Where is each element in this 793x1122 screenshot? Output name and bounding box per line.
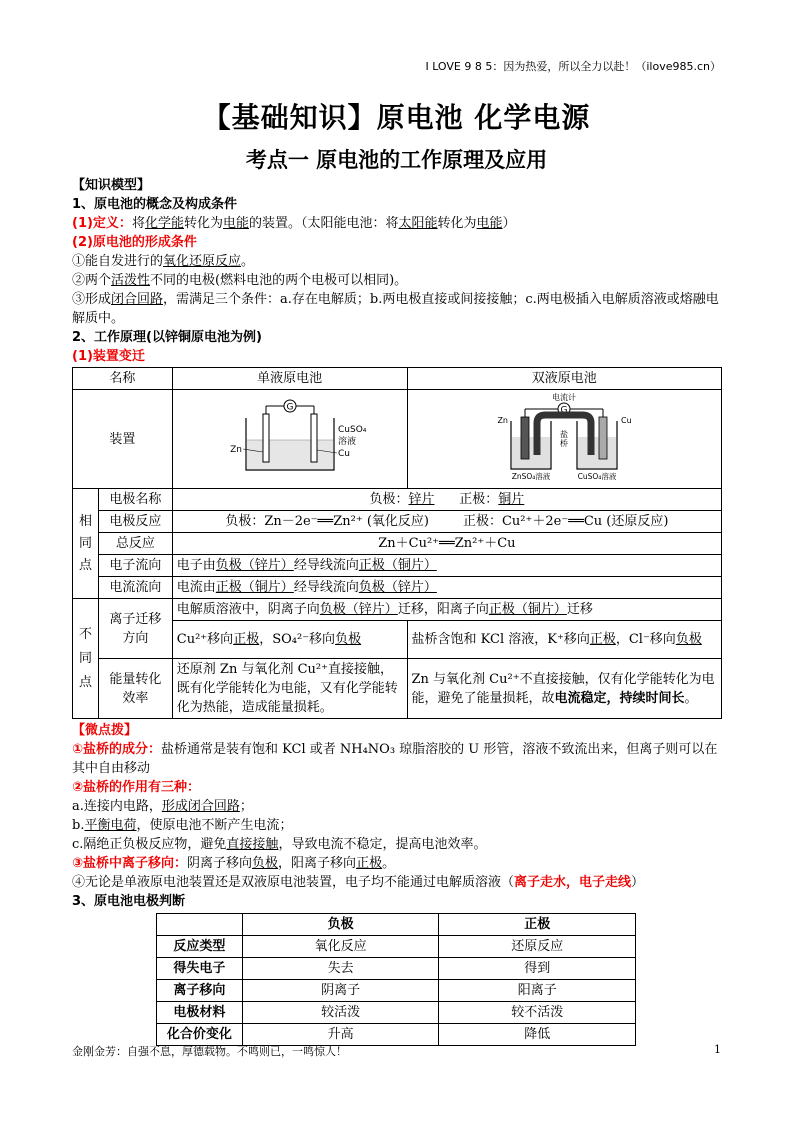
row-electron-flow: 电子流向: [98, 555, 172, 577]
zn-label: Zn: [229, 445, 242, 455]
condition-1: ①能自发进行的氧化还原反应。: [72, 254, 255, 269]
page-subtitle: 考点一 原电池的工作原理及应用: [245, 148, 548, 172]
tip-2: ②盐桥的作用有三种：: [72, 780, 201, 795]
table-row: 化合价变化 升高 降低: [157, 1024, 636, 1046]
val-ion-common: 电解质溶液中，阴离子向负极（锌片）迁移，阳离子向正极（铜片）迁移: [172, 599, 721, 621]
tip-2c: c.隔绝正负极反应物，避免直接接触，导致电流不稳定，提高电池效率。: [72, 837, 487, 852]
footer-motto: 金刚金芳：自强不息，厚德载物。不鸣则已，一鸣惊人！: [72, 1045, 347, 1058]
table-row: 反应类型 氧化反应 还原反应: [157, 936, 636, 958]
electrode-judgement-table: [156, 913, 636, 1046]
main-content: [72, 176, 722, 1046]
tip-1: ①盐桥的成分：盐桥通常是装有饱和 KCl 或者 NH₄NO₃ 琼脂溶胶的 U 形管，溶液不致流出来，但离子则可以在其中自由移动: [72, 742, 718, 776]
val-ion-single: Cu²⁺移向正极，SO₄²⁻移向负极: [172, 621, 407, 659]
same-points-label: 相同点: [73, 489, 99, 599]
bridge-label: 盐桥: [560, 430, 569, 448]
znso4-label: ZnSO₄溶液: [511, 472, 551, 481]
tip-3: ③盐桥中离子移向：阴离子移向负极，阳离子移向正极。: [72, 856, 396, 871]
section-1-heading: 1、原电池的概念及构成条件: [72, 197, 238, 212]
zn-label-2: Zn: [497, 416, 509, 425]
condition-3: ③形成闭合回路，需满足三个条件：a.存在电解质；b.两电极直接或间接接触；c.两电极插入电解质溶液或熔融电解质中。: [72, 292, 719, 326]
val-ion-double: 盐桥含饱和 KCl 溶液，K⁺移向正极，Cl⁻移向负极: [407, 621, 721, 659]
tip-2a: a.连接内电路，形成闭合回路；: [72, 799, 253, 814]
page-title: 【基础知识】原电池 化学电源: [202, 101, 591, 134]
galvanometer-label-2: G: [560, 405, 568, 416]
row-electrode-name: 电极名称: [98, 489, 172, 511]
t2-corner: [157, 914, 243, 936]
double-cell-diagram: [407, 390, 721, 489]
page-header: I LOVE 9 8 5：因为热爱，所以全力以赴！（ilove985.cn）: [425, 60, 721, 73]
page-number: 1: [714, 1043, 721, 1056]
table-row: 离子移向 阴离子 阳离子: [157, 980, 636, 1002]
val-electrode-reaction: 负极：Zn－2e⁻══Zn²⁺ (氧化反应) 正极：Cu²⁺＋2e⁻══Cu (还原反应): [172, 511, 721, 533]
val-current-flow: 电流由正极（铜片）经导线流向负极（锌片）: [172, 577, 721, 599]
val-energy-double: Zn 与氧化剂 Cu²⁺不直接接触，仅有化学能转化为电能，避免了能量损耗，故电流稳定，持续时间长。: [407, 659, 721, 719]
cuso4-label: CuSO₄: [337, 425, 367, 435]
section-model: 【知识模型】: [72, 178, 151, 193]
val-energy-single: 还原剂 Zn 与氧化剂 Cu²⁺直接接触，既有化学能转化为电能，又有化学能转化为热能，造成能量损耗。: [172, 659, 407, 719]
tip-4: ④无论是单液原电池装置还是双液原电池装置，电子均不能通过电解质溶液（离子走水，电子走线）: [72, 875, 645, 890]
section-2-heading: 2、工作原理(以锌铜原电池为例): [72, 330, 262, 345]
working-principle-table: [72, 367, 722, 719]
tip-2b: b.平衡电荷，使原电池不断产生电流；: [72, 818, 293, 833]
definition-line: (1)定义：将化学能转化为电能的装置。（太阳能电池：将太阳能转化为电能）: [72, 216, 516, 231]
t2-header-negative: 负极: [242, 914, 439, 936]
val-total-reaction: Zn＋Cu²⁺══Zn²⁺＋Cu: [172, 533, 721, 555]
row-current-flow: 电流流向: [98, 577, 172, 599]
row-device-label: 装置: [73, 390, 173, 489]
th-single: 单液原电池: [172, 368, 407, 390]
t2-header-positive: 正极: [439, 914, 636, 936]
section-3-heading: 3、原电池电极判断: [72, 894, 186, 909]
row-energy-efficiency: 能量转化效率: [98, 659, 172, 719]
condition-2: ②两个活泼性不同的电极(燃料电池的两个电极可以相同)。: [72, 273, 408, 288]
diff-points-label: 不同点: [73, 599, 99, 719]
conditions-heading: (2)原电池的形成条件: [72, 235, 197, 250]
th-name: 名称: [73, 368, 173, 390]
cu-label: Cu: [337, 449, 350, 459]
row-total-reaction: 总反应: [98, 533, 172, 555]
cuso4-sol-label: CuSO₄溶液: [577, 472, 617, 481]
ammeter-label: 电流计: [552, 393, 577, 402]
row-ion-migration: 离子迁移方向: [98, 599, 172, 659]
th-double: 双液原电池: [407, 368, 721, 390]
table-row: 电极材料 较活泼 较不活泼: [157, 1002, 636, 1024]
single-cell-diagram: [172, 390, 407, 489]
table-row: 得失电子 失去 得到: [157, 958, 636, 980]
device-heading: (1)装置变迁: [72, 349, 145, 364]
cu-label-2: Cu: [621, 416, 632, 425]
val-electron-flow: 电子由负极（锌片）经导线流向正极（铜片）: [172, 555, 721, 577]
val-electrode-name: 负极：锌片 正极：铜片: [172, 489, 721, 511]
galvanometer-label: G: [286, 402, 294, 413]
row-electrode-reaction: 电极反应: [98, 511, 172, 533]
solution-label: 溶液: [337, 437, 356, 447]
tips-heading: 【微点拨】: [72, 723, 138, 738]
